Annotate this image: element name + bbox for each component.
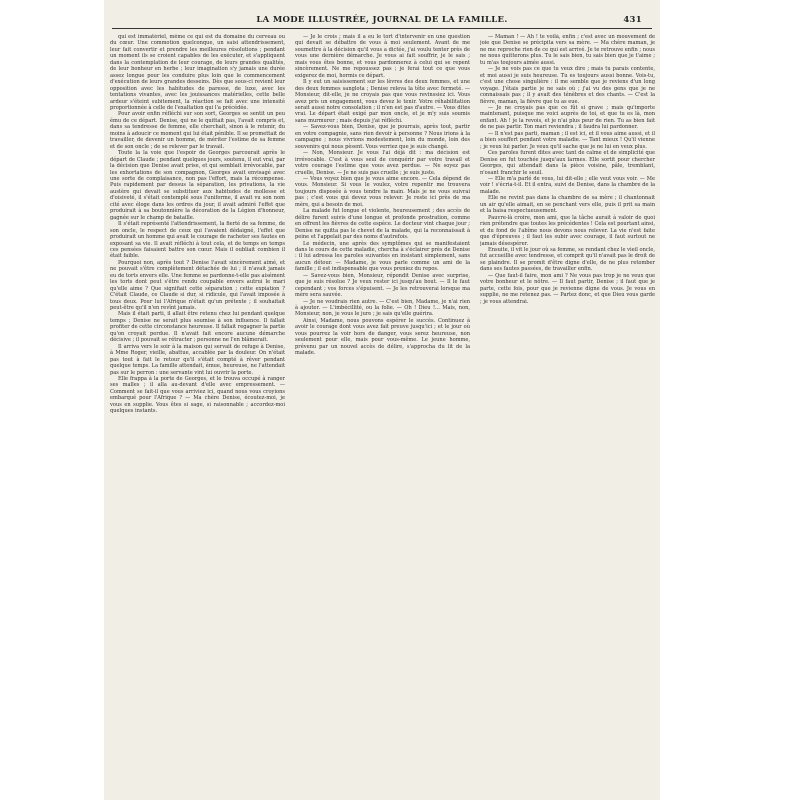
paragraph: Ensuite, il vit le jour où sa femme, se rendant chez le vieil oncle, fut accueillie avec tendresse, et comprit qu'il n'avait pas le droit de se plaindre. Il se promit d'être digne d'elle, de ne plus retomber dans ses fautes passées, de travailler enfin.: [480, 246, 655, 273]
magazine-page: [104, 0, 660, 800]
paragraph: Ainsi, Madame, nous pouvons espérer le succès. Continuez à avoir le courage dont vous avez fait preuve jusqu'ici ; et le jour où vous pourrez la voir hors de danger, vous serez heureuse, non seulement pour elle, mais pour vous-même. Le jeune homme, prévenu par un nouvel accès de délire, s'approcha du lit de la malade.: [295, 317, 470, 357]
paragraph: — Savez-vous bien, Monsieur, répondit Denise avec surprise, que je suis résolue ? Je veux rester ici jusqu'au bout. — Il le faut cependant ; vos forces s'épuisent. — Je les retrouverai lorsque ma mère sera sauvée.: [295, 272, 470, 299]
paragraph: — Elle m'a parlé de vous, lui dit-elle ; elle veut vous voir. — Me voir ! s'écria-t-il. Et il entra, suivi de Denise, dans la chambre de la malade.: [480, 175, 655, 195]
paragraph: — Que faut-il faire, mon ami ? Ne vous pas trop je ne veux que votre bonheur et le nôtre. — Il faut partir, Denise ; il faut que je parte, cette fois, pour que je revienne digne de vous. Je vous en supplie, ne me retenez pas. — Partez donc, et que Dieu vous garde ; je vous attendrai.: [480, 272, 655, 305]
paragraph: — Non, Monsieur. Je vous l'ai déjà dit : ma décision est irrévocable. C'est à vous seul de conquérir par votre travail et votre courage l'estime que vous avez perdue. — Ne soyez pas cruelle, Denise. — Je ne suis pas cruelle ; je suis juste.: [295, 150, 470, 176]
paragraph: — Je ne croyais pas que ce fût si grave ; mais qu'importe maintenant, puisque me voici auprès de toi, et que tu es là, mon enfant. Ah ! je la revois, et je n'ai plus peur de rien. Tu as bien fait de ne pas partir. Ton mari reviendra ; il faudra lui pardonner.: [480, 104, 655, 131]
paragraph: — Vous voyez bien que je vous aime encore. — Cela dépend de vous. Monsieur. Si vous le voulez, votre repentir me trouvera toujours disposée à vous tendre la main. Mais je ne vous suivrai pas ; c'est vous qui devez vous relever. Je reste ici près de ma mère, qui a besoin de moi.: [295, 175, 470, 208]
paragraph: Il arriva vers le soir à la maison qui servait de refuge à Denise, à Mme Roger, vieille, abattue, accablée par la douleur. On n'était pas tout à fait le retour qu'il s'était compté à rêver pendant quelque temps. La famille attendait, émue, heureuse, ne l'attendait pas sur le perron : une servante vint lui ouvrir la porte.: [110, 343, 285, 376]
paragraph: Toute la la voie que l'espoir de Georges parcourait après le départ de Claude ; pendant quelques jours, soutenu, il eut vrai, par la décision que Denise avait prise, et qui semblait irrévocable, par les exhortations de son compagnon, Georges avait envisagé avec une sorte de complaisance, non pas l'effort, mais la récompense. Puis rapidement par dessus la séparation, les privations, la vie austère qui devait se substituer aux habitudes de mollesse et d'oisiveté, il s'était contemplé sous l'uniforme, il avait vu son nom cité avec éloge dans les ordres du jour, il avait admiré l'effet que produirait à sa boutonnière la décoration de la Légion d'honneur, gagnée sur le champ de bataille.: [110, 150, 285, 221]
paragraph: Ces paroles furent dites avec tant de calme et de simplicité que Denise en fut touchée jusqu'aux larmes. Elle sortit pour chercher Georges, qui attendait dans la pièce voisine, pâle, tremblant, n'osant franchir le seuil.: [480, 150, 655, 176]
column-3: [480, 34, 655, 792]
text-columns: [110, 34, 656, 792]
paragraph: — Maman ! — Ah ! te voilà, enfin ; c'est avec un mouvement de joie que Denise se précipita vers sa mère. — Ma chère maman, je ne me reproche rien de ce qui est arrivé. Je te retrouve enfin ; nous ne nous quitterons plus. Tu le sais bien, tu sais bien que je t'aime ; tu m'as toujours aimée aussi.: [480, 34, 655, 66]
header-rule: [112, 28, 652, 29]
paragraph: Pourquoi non, après tout ? Denise l'avait sincèrement aimé, et ne pouvait s'être complètement détachée de lui ; il n'avait jamais eu de torts envers elle. Une femme se pardonne-t-elle pas aisément les torts dont peut s'être rendu coupable envers autrui le mari qu'elle aime ? Que signifiait cette séparation ; cette expiation ? C'était Claude, ce Claude si dur, si ridicule, qui l'avait imposée à tous deux. Pour lui l'Afrique n'était qu'un prétexte ; il souhaitait peut-être qu'il n'en revînt jamais.: [110, 259, 285, 312]
paragraph: — Il n'est pas parti, maman ; il est ici, et il vous aime aussi, et il a bien souffert pendant votre maladie. — Tant mieux ! Qu'il vienne ; je veux lui parler. Je veux qu'il sache que je ne lui en veux plus.: [480, 130, 655, 150]
page-header: [104, 12, 660, 32]
column-2: [295, 34, 470, 792]
paragraph: La malade fut longue et violente, heureusement ; des accès de délire furent suivis d'une longue et profonde prostration, comme en offrent les fièvres de cette espèce. Le docteur vint chaque jour ; Denise ne quitta pas le chevet de la malade, qui la reconnaissait à peine et l'appelait par des noms d'autrefois.: [295, 208, 470, 241]
paragraph: Il s'était représenté l'attendrissement, la fierté de sa femme, de son oncle, le respect de ceux qui l'avaient dédaigné, l'effet que produirait un homme qui avait le courage de racheter ses fautes en exposant sa vie. Il avait réfléchi à tout cela, et de temps en temps ces pensées faisaient battre son cœur. Mais il oubliait combien il était faible.: [110, 221, 285, 260]
paragraph: Pauvre-là croire, mon ami, que la tâche aurait à valoir de quoi rien prétendre que toutes les précédentes ! Cela est pourtant ainsi, et du fond de l'abîme nous devons nous relever. La vie n'est faite que d'épreuves ; il faut les subir avec courage, il faut surtout ne jamais désespérer.: [480, 214, 655, 247]
column-1: [110, 34, 285, 792]
paragraph: Elle ne revint pas dans la chambre de sa mère ; il chantonnait un air qu'elle aimait, en se penchant vers elle, puis il prit sa main et la baisa respectueusement.: [480, 195, 655, 215]
paragraph: — Je ne voudrais rien autre. — C'est bien, Madame, je n'ai rien à ajouter. — L'imbécillité, ou la folie. — Oh ! Dieu !... Mais, non, Monsieur, non, je vous le jure ; je sais qu'elle guérira.: [295, 298, 470, 318]
paragraph: — Savez-vous bien, Denise, que je pourrais, après tout, partir en votre compagnie, sans rien devoir à personne ? Nous irions à la campagne ; nous vivrions modestement, loin du monde, loin des souvenirs qui nous pèsent. Vous verriez que je suis changé.: [295, 124, 470, 150]
paragraph: — Je le crois ; mais il a eu le tort d'intervenir en une question qui devait se débattre de vous à moi seulement. Avant de me soumettre à la décision qu'il vous a dictée, j'ai voulu tenter près de vous une dernière démarche. Je vous ai fait souffrir, je le sais ; mais vous êtes bonne, et vous pardonnerez à celui qui se repent sincèrement. Ne me repoussez pas ; je ferai tout ce que vous exigerez de moi, hormis ce départ.: [295, 34, 470, 79]
paragraph: Pour avoir enfin réfléchi sur son sort, Georges se sentit un peu ému de ce départ. Denise, qui ne le quittait pas, l'avait compris et, dans sa tendresse de femme, elle cherchait, sinon à le retenir, du moins à adoucir ce moment qui lui était pénible. Il se promettait de travailler, de devenir un homme, de mériter l'estime de sa femme et de son oncle ; de se relever par le travail.: [110, 111, 285, 150]
paragraph: — Je ne vois pas ce que tu veux dire ; mais tu parais contente, et moi aussi je suis heureuse. Tu es toujours aussi bonne. Vois-tu, c'est une chose singulière : il me semble que je reviens d'un long voyage. J'étais partie je ne sais où ; j'ai vu des gens que je ne connaissais pas ; il y avait des ténèbres et des chants. — C'est la fièvre, maman, la fièvre que tu as eue.: [480, 66, 655, 105]
paragraph: Mais il était parti, il allait être retenu chez lui pendant quelque temps ; Denise ne serait plus soumise à son influence. Il fallait profiter de cette circonstance heureuse. Il fallait regagner la partie qu'on croyait perdue. Il n'avait fait encore aucune démarche décisive ; il pouvait se rétracter ; personne ne l'en blâmerait.: [110, 311, 285, 344]
running-title: LA MODE ILLUSTRÉE, JOURNAL DE LA FAMILLE.: [256, 15, 508, 25]
paragraph: Le médecin, une après des symptômes qui se manifestaient dans le cours de cette maladie, chercha à s'éclairer près de Denise : il lui adressa les paroles suivantes en insistant simplement, sans aucun détour. — Madame, je vous parle comme un ami de la famille ; il est indispensable que vous preniez du repos.: [295, 240, 470, 273]
paragraph: Elle frappa à la porte de Georges, et le trouva occupé à ranger ses malles ; il alla au-devant d'elle avec empressement. — Comment se fait-il que vous arriviez ici, quand nous vous croyions embarqué pour l'Afrique ? — Ma chère Denise, écoutez-moi, je vous en supplie. Vous êtes si sage, si raisonnable ; accordez-moi quelques instants.: [110, 376, 285, 415]
page-number: 431: [623, 15, 642, 25]
paragraph: qui est immatériel, même ce qui est du domaine du cerveau ou du cœur. Une commotion quelconque, un saisi attendrissement, leur fait convertir et prendre les meilleures résolutions ; pendant un moment ils se croient capables de les exécuter, et s'appliquent dans la contemplation de leur courage, de leurs grandes qualités, de leur bonheur en herbe ; leur imagination s'y jamais une durée assez longue pour les conduire plus loin que le commencement d'exécution de leurs grandes desseins. Dès que sous-ci revient leur opposition avec les habitudes de paresse, de luxe, avec les tentations vivantes, avec les jouissances matérielles, cette belle ardeur s'éteint subitement, la réaction se fait avec une intensité proportionnée à celle de l'exaltation qui l'a précédée.: [110, 34, 285, 111]
paragraph: Il y eut un saisissement sur les lèvres des deux femmes, et une des deux femmes sanglota ; Denise releva la tête avec fermeté. — Monsieur, dit-elle, je ne croyais pas que vous revinssiez ici. Vous avez pris un engagement, vous devez le tenir. Votre réhabilitation serait aussi notre consolation ; il n'en est pas d'autre. — Vous dites vrai. Le départ était exigé par mon oncle, et je m'y suis soumis sans murmurer ; mais depuis j'ai réfléchi.: [295, 79, 470, 124]
